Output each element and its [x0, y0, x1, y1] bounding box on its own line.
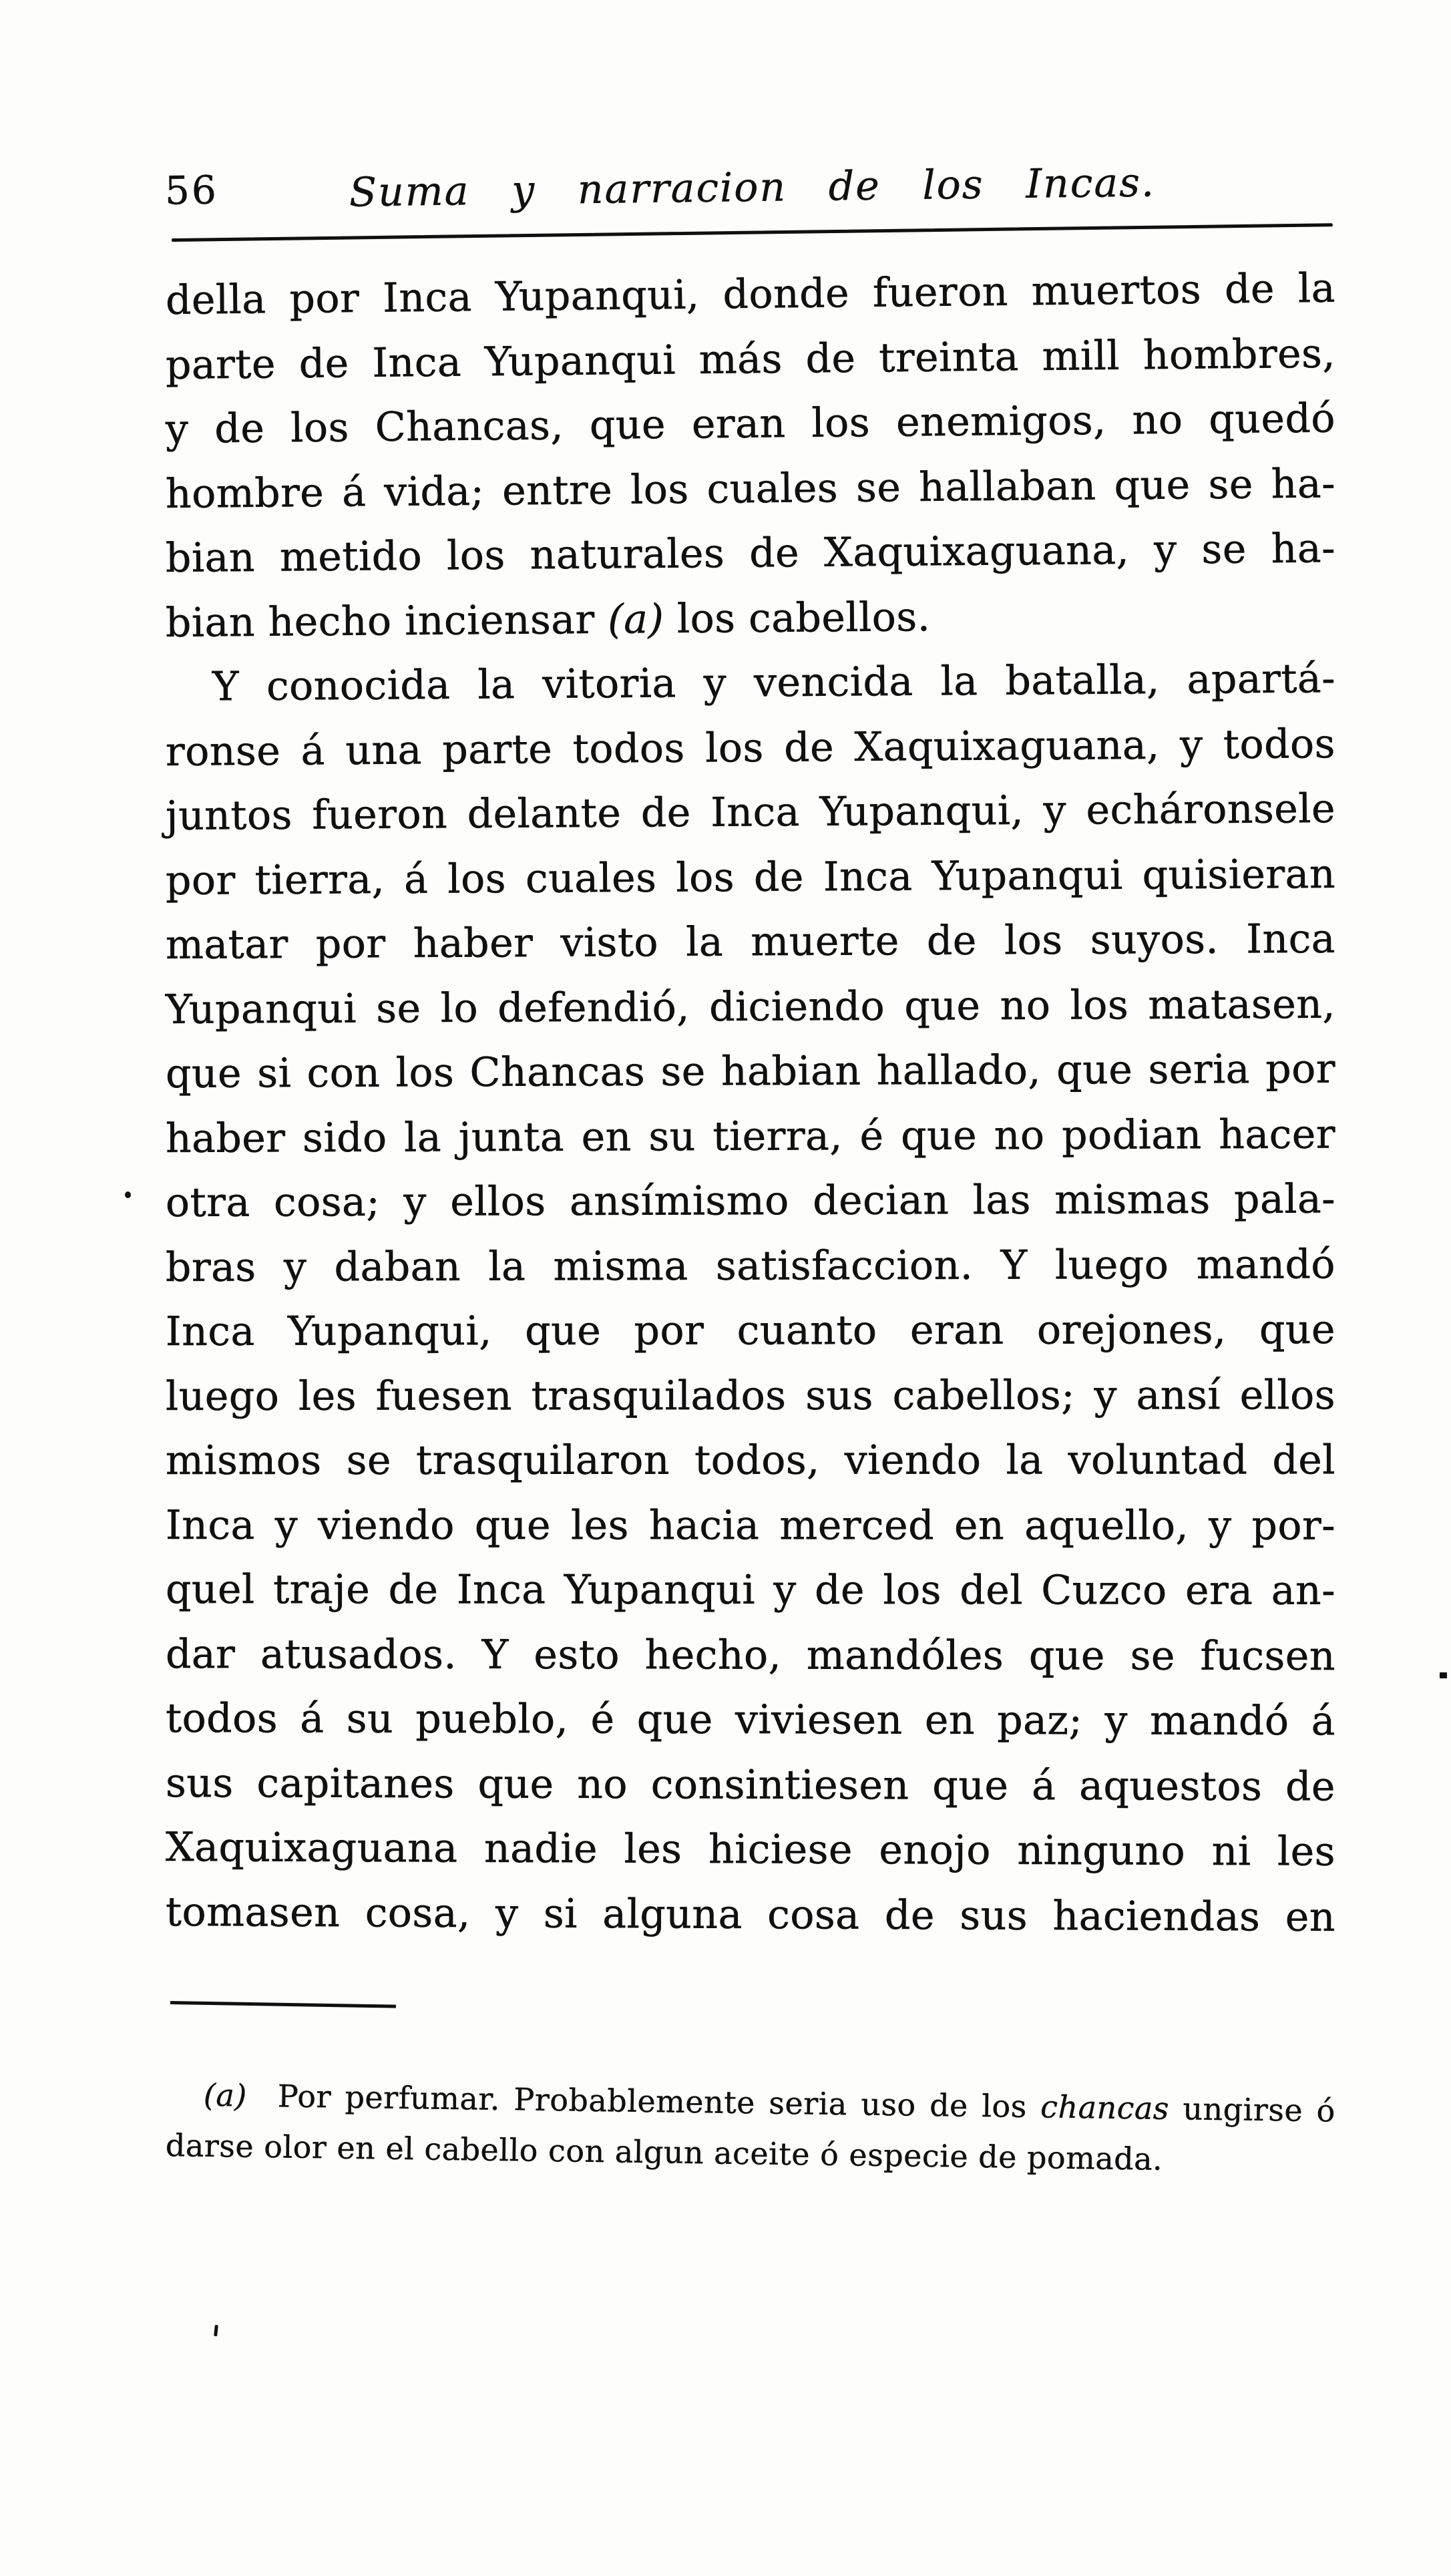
text-line: juntos fueron delante de Inca Yupanqui, y echáronsele	[165, 785, 1336, 840]
text-line: bian metido los naturales de Xaquixaguana, y se ha-	[165, 525, 1336, 582]
footnote	[165, 2069, 1336, 2177]
text-segment: bian hecho inciensar	[165, 596, 608, 647]
ink-speck	[125, 1191, 131, 1198]
text-line: tomasen cosa, y si alguna cosa de sus haciendas en	[165, 1888, 1336, 1941]
text-line: Inca Yupanqui, que por cuanto eran orejones, que	[165, 1306, 1336, 1355]
text-line: otra cosa; y ellos ansímismo decian las mismas pala-	[165, 1175, 1336, 1226]
body-text	[165, 264, 1336, 1944]
text-line: parte de Inca Yupanqui más de treinta mill hombres,	[165, 330, 1336, 389]
text-line: haber sido la junta en su tierra, é que no podian hacer	[165, 1111, 1336, 1162]
text-line: luego les fuesen trasquilados sus cabellos; y ansí ellos	[165, 1371, 1336, 1420]
text-line: que si con los Chancas se habian hallado, que seria por	[165, 1045, 1336, 1097]
text-line: mismos se trasquilaron todos, viendo la voluntad del	[165, 1437, 1336, 1484]
text-line: todos á su pueblo, é que viviesen en paz; y mandó á	[165, 1695, 1336, 1745]
footnote-emphasis: chancas	[1040, 2088, 1170, 2127]
ink-speck	[1440, 1672, 1447, 1678]
header-rule	[172, 223, 1333, 242]
text-line: hombre á vida; entre los cuales se hallaban que se ha-	[165, 459, 1336, 518]
text-line	[166, 582, 1336, 655]
footnote-text: ungirse ó	[1169, 2090, 1336, 2129]
footnote-separator	[170, 2001, 396, 2008]
text-line: Inca y viendo que les hacia merced en aquello, y por-	[165, 1501, 1336, 1549]
text-line: y de los Chancas, que eran los enemigos, no quedó	[165, 395, 1336, 453]
footnote-marker: (a)	[203, 2076, 248, 2114]
text-line: ronse á una parte todos los de Xaquixaguana, y todos	[165, 720, 1336, 775]
text-line: Y conocida la vitoria y vencida la batalla, apartá-	[212, 655, 1336, 711]
footnote-text: Por perfumar. Probablemente seria uso de los	[277, 2078, 1041, 2125]
text-line: dar atusados. Y esto hecho, mandóles que se fucsen	[165, 1630, 1336, 1680]
footnote-reference: (a)	[607, 595, 664, 643]
text-segment: los cabellos.	[664, 593, 931, 642]
text-line: matar por haber visto la muerte de los suyos. Inca	[165, 915, 1336, 968]
footnote-line: darse olor en el cabello con algun aceite ó especie de pomada.	[165, 2127, 1163, 2177]
text-line: por tierra, á los cuales los de Inca Yupanqui quisieran	[165, 850, 1336, 904]
ink-speck	[214, 2325, 218, 2336]
text-line: Yupanqui se lo defendió, diciendo que no los matasen,	[165, 980, 1336, 1033]
text-line: quel traje de Inca Yupanqui y de los del Cuzco era an-	[165, 1566, 1336, 1614]
text-line: Xaquixaguana nadie les hiciese enojo ninguno ni les	[165, 1824, 1336, 1875]
text-line: sus capitanes que no consintiesen que á aquestos de	[165, 1759, 1336, 1811]
page-number: 56	[164, 167, 219, 214]
text-line: della por Inca Yupanqui, donde fueron muertos de la	[165, 264, 1336, 324]
text-line: bras y daban la misma satisfaccion. Y luego mandó	[165, 1240, 1336, 1291]
running-title: Suma y narracion de los Incas.	[349, 159, 1156, 216]
